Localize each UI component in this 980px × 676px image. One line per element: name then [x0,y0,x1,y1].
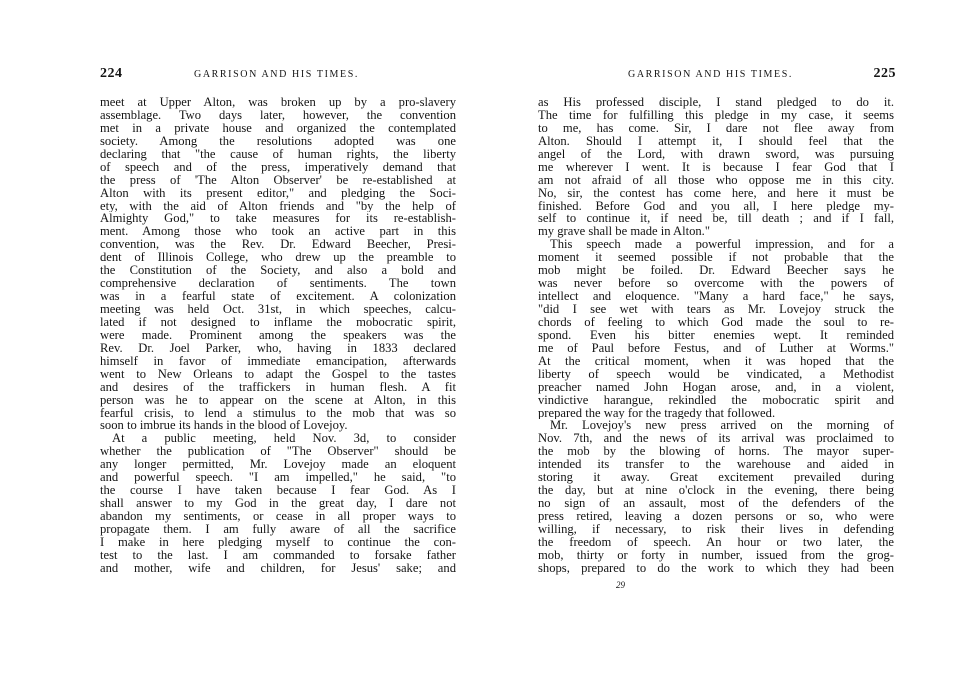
text-line: intellect and eloquence. "Many a hard face," he says, [538,290,894,303]
text-line: convention, was the Rev. Dr. Edward Beecher, Presi- [100,238,456,252]
text-line: vindictive harangue, rekindled the mobocratic spirit and [538,393,894,407]
text-line: the mob by the blowing of horns. The mayor super- [538,445,894,459]
text-line: to me, has come. Sir, I dare not flee away from [538,121,894,135]
text-line: the course I have taken because I fear God. As I [100,484,456,498]
text-line: the Constitution of the Society, and also a bold and [100,264,456,278]
text-line: my grave shall be made in Alton." [538,225,710,239]
text-line: ment. Among those who took an active part in this [100,225,456,239]
text-line: lated if not designed to inflame the mobocratic spirit, [100,315,456,329]
text-line: was in a fearful state of excitement. A colonization [100,290,456,303]
text-line: abandon my sentiments, or cease in all proper ways to [100,510,456,523]
text-line: of speech and of the press, imperatively demand that [100,160,456,174]
text-line: person was he to appear on the scene at Alton, in this [100,393,456,407]
left-page-body [100,96,456,575]
text-line: ety, with the aid of Alton friends and "by the help of [100,199,456,213]
text-line: preacher named John Hogan arose, and, in a violent, [538,380,894,394]
text-line: test to the last. I am commanded to forsake father [100,548,456,562]
text-line: fearful crisis, to lend a stimulus to the mob that was so [100,406,456,420]
text-line: The time for fulfilling this pledge in my case, it seems [538,108,894,122]
text-line: No, sir, the contest has come here, and here it must be [538,186,894,200]
text-line: mob might be foiled. Dr. Edward Beecher says he [538,264,894,278]
text-line: Alton with its present editor," and pledging the Soci- [100,186,456,200]
text-line: Nov. 7th, and the news of its arrival was proclaimed to [538,432,894,446]
right-page-header [534,66,896,84]
text-line: moment it seemed possible if not probable that the [538,251,894,265]
text-line: assemblage. Two days later, however, the convention [100,108,456,122]
text-line: intended its transfer to the warehouse and aided in [538,458,894,472]
text-line: shall answer to my God in the great day, I dare not [100,497,456,510]
right-page-body [538,96,894,575]
text-line: finished. Before God and you all, I here pledge my- [538,199,894,213]
text-line: "did I see wet with tears as Mr. Lovejoy struck the [538,303,894,316]
text-line: meet at Upper Alton, was broken up by a pro-slavery [100,96,456,109]
text-line: meeting was held Oct. 31st, in which speeches, calcu- [100,303,456,316]
text-line: went to New Orleans to adapt the Gospel to the tastes [100,367,456,381]
left-page-header [96,66,458,84]
text-line: At the critical moment, when it was hoped that the [538,354,894,368]
text-line: Almighty God," to take measures for its re-establish- [100,212,456,226]
running-title: GARRISON AND HIS TIMES. [628,69,793,80]
text-line: me of Paul before Festus, and of Luther at Worms." [538,341,894,355]
text-line: spond. Even his bitter enemies wept. It reminded [538,328,894,342]
text-line: At a public meeting, held Nov. 3d, to consider [112,432,456,446]
left-page [96,0,458,676]
text-line: self to continue it, if need be, till death ; and if I fall, [538,212,894,226]
text-line: Rev. Dr. Joel Parker, who, having in 1833 declared [100,341,456,355]
page-number: 224 [100,66,123,81]
text-line: prepared the way for the tragedy that followed. [538,406,776,420]
page-number: 225 [873,66,896,81]
text-line: comprehensive declaration of sentiments. The town [100,277,456,291]
text-line: whether the publication of "The Observer" should be [100,445,456,459]
text-line: me wherever I went. It is because I fear God that I [538,160,894,174]
text-line: and mother, wife and children, for Jesus' sake; and [100,561,456,575]
text-line: met in a private house and organized the contemplated [100,121,456,135]
text-line: shops, prepared to do the work to which they had been [538,561,894,575]
text-line: liberty of speech would be vindicated, a Methodist [538,367,894,381]
text-line: Alton. Should I attempt it, I should feel that the [538,134,894,148]
text-line: chords of feeling to which God made the soul to re- [538,315,894,329]
text-line: and powerful speech. "I am impelled," he said, "to [100,471,456,485]
text-line: as His professed disciple, I stand pledged to do it. [538,96,894,109]
text-line: declaring that "the cause of human rights, the liberty [100,147,456,161]
text-line: Mr. Lovejoy's new press arrived on the morning of [550,419,894,433]
text-line: the freedom of speech. An hour or two later, the [538,535,894,549]
text-line: mob, thirty or forty in number, issued from the grog- [538,548,894,562]
text-line: society. Among the resolutions adopted was one [100,134,456,148]
text-line: no sign of an assault, most of the defenders of the [538,497,894,510]
text-line: soon to imbrue its hands in the blood of Lovejoy. [100,419,348,433]
text-line: angel of the Lord, with drawn sword, was pursuing [538,147,894,161]
text-line: This speech made a powerful impression, and for a [550,238,894,252]
text-line: press retired, leaving a dozen persons or so, who were [538,510,894,523]
signature-mark: 29 [616,580,625,590]
running-title: GARRISON AND HIS TIMES. [194,69,359,80]
text-line: dent of Illinois College, who drew up the preamble to [100,251,456,265]
text-line: I make in here pledging myself to continue the con- [100,535,456,549]
text-line: the day, but at nine o'clock in the evening, there being [538,484,894,498]
text-line: himself in favor of immediate emancipation, afterwards [100,354,456,368]
right-page [534,0,896,676]
text-line: the press of 'The Alton Observer' be re-established at [100,173,456,187]
text-line: willing, if necessary, to risk their lives in defending [538,522,894,536]
text-line: was never before so overcome with the powers of [538,277,894,291]
text-line: am not afraid of all those who oppose me in this city. [538,173,894,187]
text-line: storing it away. Great excitement prevailed during [538,471,894,485]
text-line: were made. Prominent among the speakers was the [100,328,456,342]
text-line: propagate them. I am fully aware of all the sacrifice [100,522,456,536]
text-line: and desires of the traffickers in human flesh. A fit [100,380,456,394]
text-line: any longer permitted, Mr. Lovejoy made an eloquent [100,458,456,472]
